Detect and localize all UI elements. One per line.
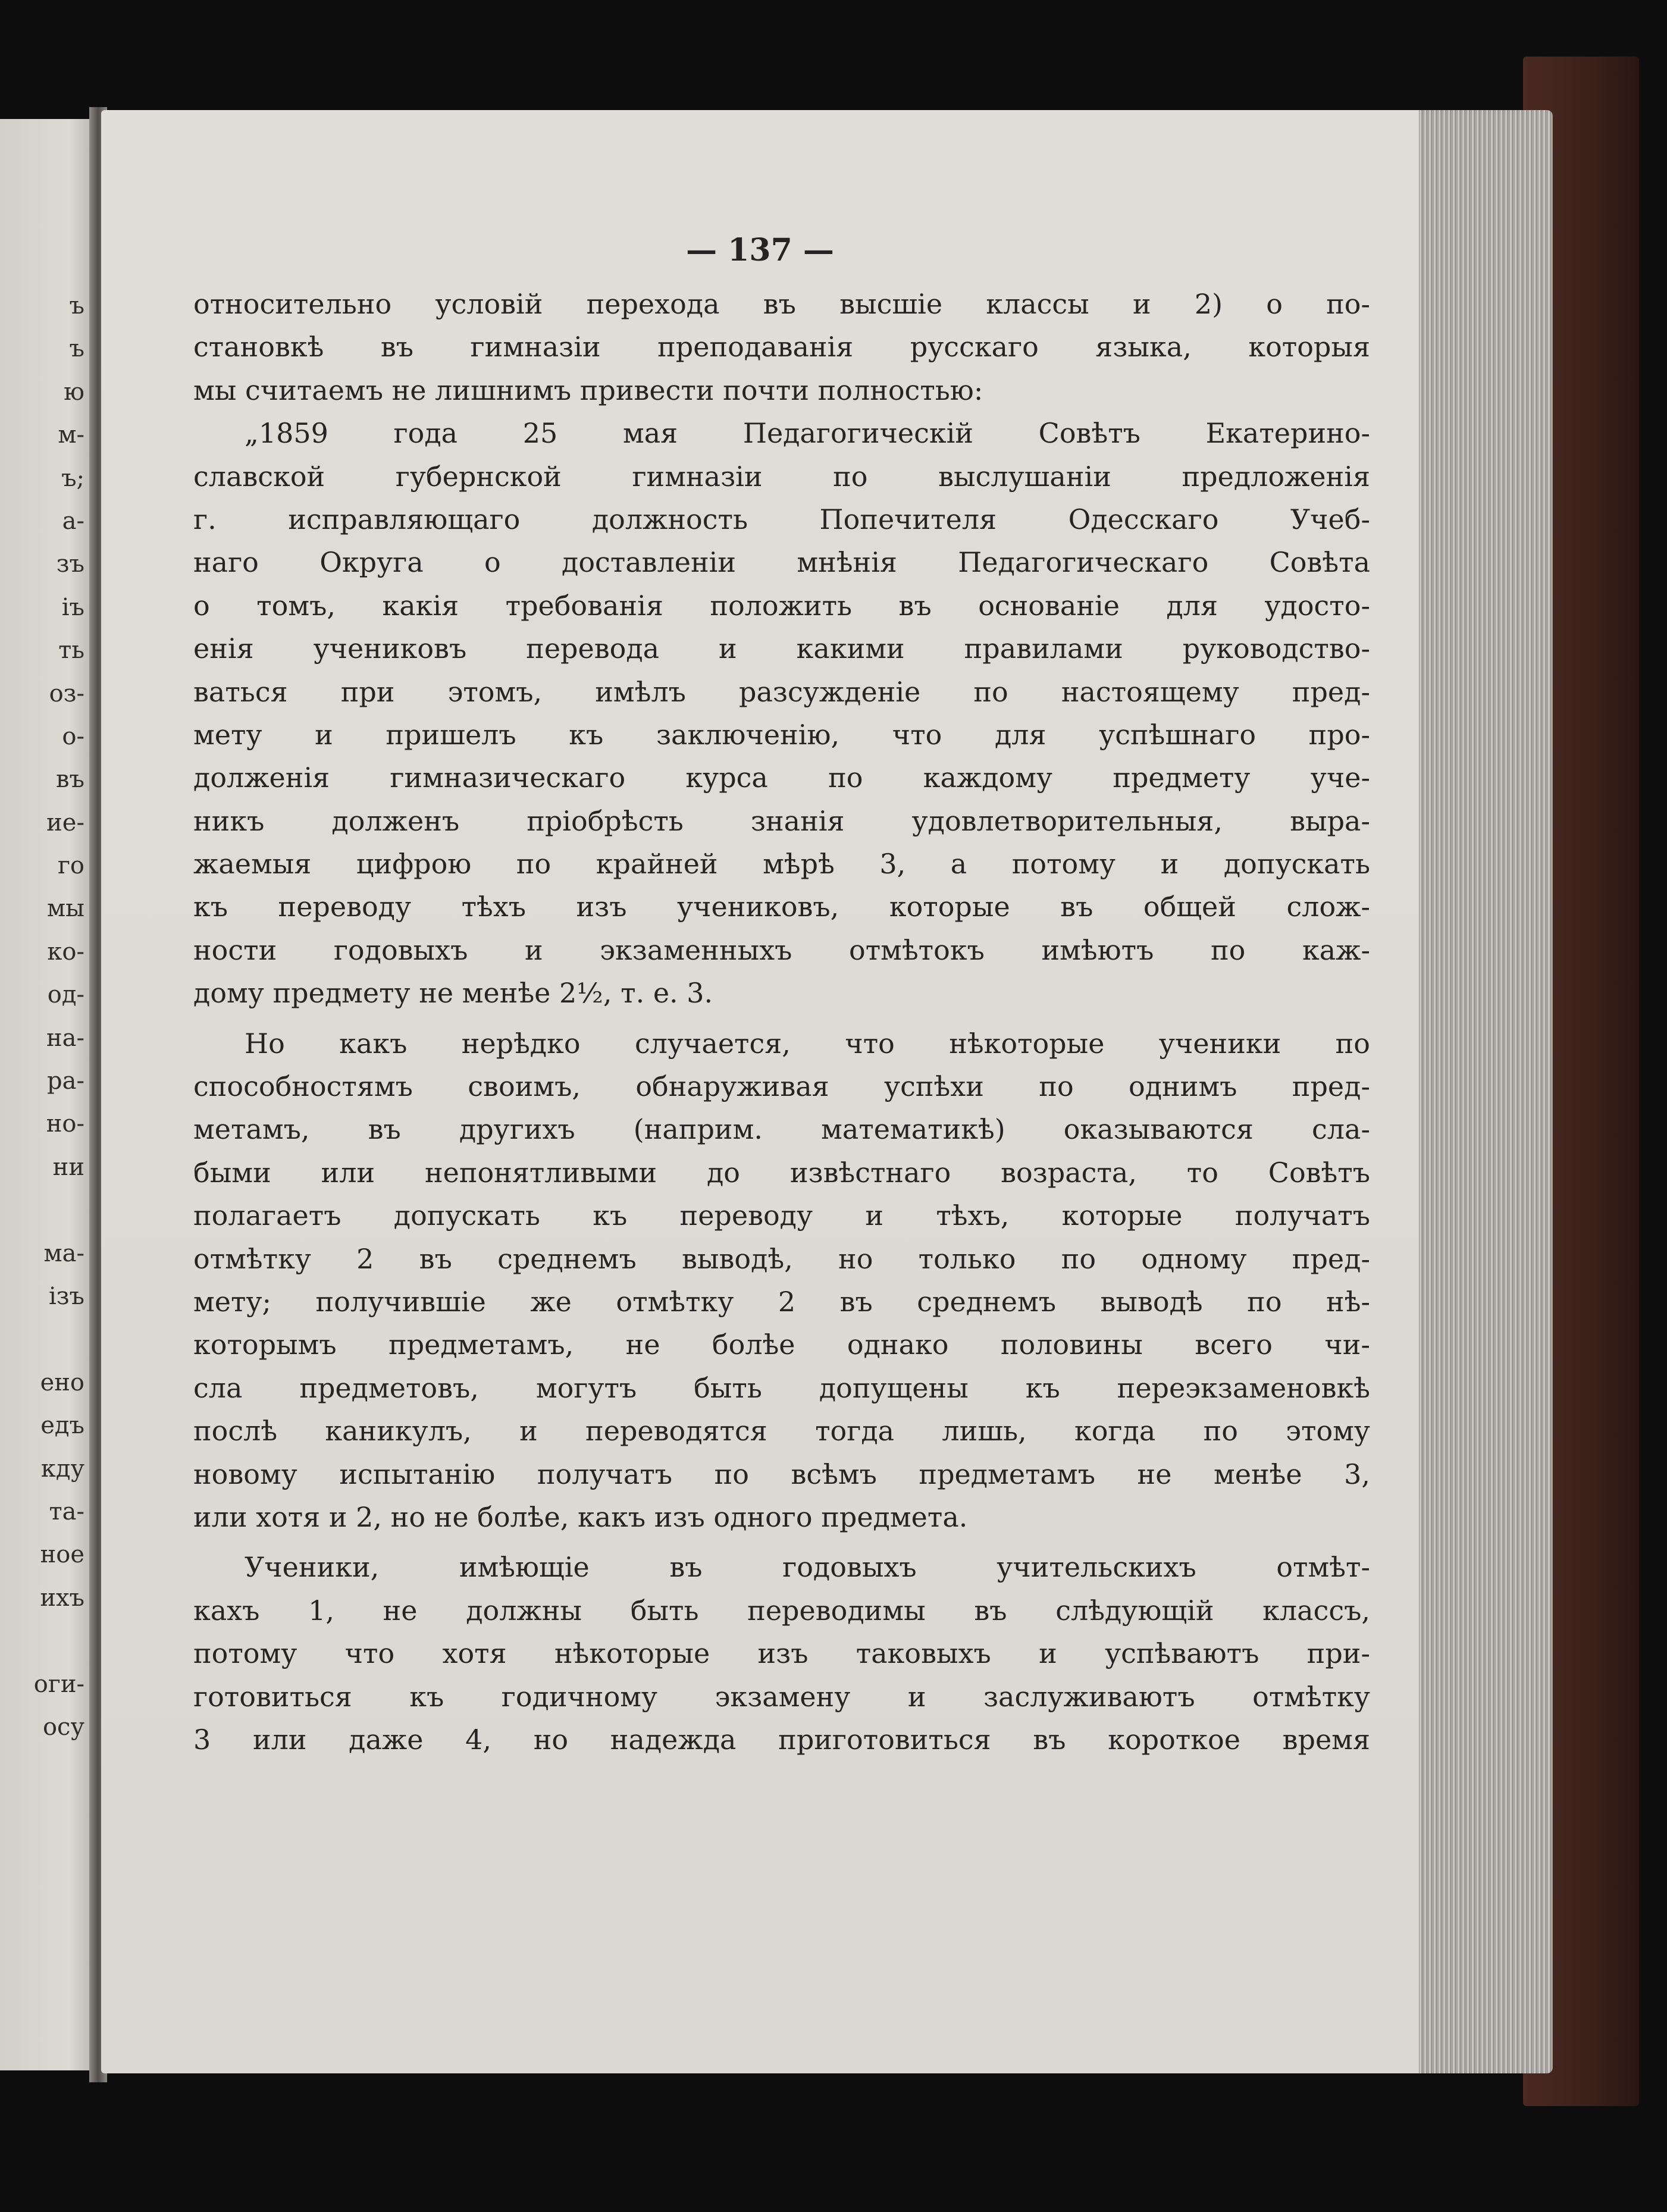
- left-fragment: ное: [40, 1541, 84, 1569]
- text-line: „1859 года 25 мая Педагогическій Совѣтъ Екатерино-: [245, 417, 1370, 450]
- left-fragment: на-: [46, 1024, 84, 1052]
- left-fragment: ни: [52, 1153, 84, 1181]
- text-line: къ переводу тѣхъ изъ учениковъ, которые въ общей слож-: [193, 891, 1370, 923]
- text-line: отмѣтку 2 въ среднемъ выводѣ, но только по одному пред-: [193, 1242, 1370, 1275]
- text-line: мету; получившіе же отмѣтку 2 въ среднемъ выводѣ по нѣ-: [193, 1285, 1370, 1318]
- page-number: — 137 —: [686, 232, 834, 268]
- left-fragment: ие-: [46, 809, 84, 836]
- text-line: относительно условій перехода въ высшіе классы и 2) о по-: [193, 288, 1370, 320]
- page-body-text: [193, 283, 1370, 1761]
- text-line: мету и пришелъ къ заключенію, что для успѣшнаго про-: [193, 718, 1370, 751]
- left-fragment: ъ: [69, 292, 84, 319]
- text-line: енія учениковъ перевода и какими правилами руководство-: [193, 632, 1370, 665]
- text-line: кахъ 1, не должны быть переводимы въ слѣдующій классъ,: [193, 1594, 1370, 1627]
- left-fragment: ізъ: [48, 1282, 84, 1310]
- text-line: способностямъ своимъ, обнаруживая успѣхи по однимъ пред-: [193, 1070, 1370, 1103]
- text-line: быми или непонятливыми до извѣстнаго возраста, то Совѣтъ: [193, 1156, 1370, 1189]
- text-line: ности годовыхъ и экзаменныхъ отмѣтокъ имѣютъ по каж-: [193, 933, 1370, 966]
- left-fragment: едъ: [40, 1412, 84, 1440]
- text-line: дому предмету не менѣе 2½, т. е. 3.: [193, 977, 713, 1010]
- text-line: мы считаемъ не лишнимъ привести почти полностью:: [193, 374, 983, 406]
- left-fragment: ма-: [43, 1239, 84, 1267]
- text-line: новому испытанію получатъ по всѣмъ предметамъ не менѣе 3,: [193, 1458, 1370, 1490]
- left-fragment: ихъ: [40, 1584, 84, 1612]
- left-fragment: [0, 1318, 84, 1361]
- left-fragment: въ: [56, 766, 84, 794]
- left-fragment: [0, 1619, 84, 1662]
- text-line: жаемыя цифрою по крайней мѣрѣ 3, а потому и допускать: [193, 848, 1370, 881]
- left-fragment: ено: [40, 1368, 84, 1396]
- left-fragment: та-: [49, 1497, 84, 1525]
- left-fragment: м-: [58, 421, 84, 449]
- left-fragment: іъ: [61, 593, 84, 621]
- text-line: готовиться къ годичному экзамену и заслуживаютъ отмѣтку: [193, 1680, 1370, 1713]
- left-fragment: кду: [40, 1455, 84, 1483]
- left-fragment: оз-: [49, 679, 84, 707]
- text-line: никъ долженъ пріобрѣсть знанія удовлетворительныя, выра-: [193, 804, 1370, 837]
- text-line: славской губернской гимназіи по выслушаніи предложенія: [193, 460, 1370, 493]
- text-line: потому что хотя нѣкоторые изъ таковыхъ и успѣваютъ при-: [193, 1637, 1370, 1670]
- text-line: наго Округа о доставленіи мнѣнія Педагогическаго Совѣта: [193, 546, 1370, 579]
- left-page-text-fragments: [0, 284, 89, 1749]
- left-fragment: од-: [47, 981, 84, 1009]
- page-edges: [1410, 110, 1553, 2073]
- text-line: послѣ каникулъ, и переводятся тогда лишь, когда по этому: [193, 1415, 1370, 1447]
- text-line: становкѣ въ гимназіи преподаванія русскаго языка, которыя: [193, 331, 1370, 364]
- text-line: ваться при этомъ, имѣлъ разсужденіе по настоящему пред-: [193, 675, 1370, 708]
- left-fragment: ъ;: [61, 464, 84, 492]
- text-line: Ученики, имѣющіе въ годовыхъ учительскихъ отмѣт-: [245, 1551, 1370, 1584]
- text-line: сла предметовъ, могутъ быть допущены къ переэкзаменовкѣ: [193, 1371, 1370, 1404]
- text-line: полагаетъ допускать къ переводу и тѣхъ, которые получатъ: [193, 1199, 1370, 1232]
- page-137: [101, 110, 1419, 2073]
- text-line: или хотя и 2, но не болѣе, какъ изъ одного предмета.: [193, 1500, 968, 1533]
- text-line: о томъ, какія требованія положить въ основаніе для удосто-: [193, 589, 1370, 622]
- text-line: которымъ предметамъ, не болѣе однако половины всего чи-: [193, 1329, 1370, 1361]
- left-fragment: го: [57, 852, 84, 880]
- left-fragment: оги-: [33, 1670, 84, 1698]
- left-fragment: а-: [62, 507, 84, 535]
- left-fragment: [0, 1189, 84, 1232]
- left-fragment: ю: [64, 378, 84, 406]
- text-line: Но какъ нерѣдко случается, что нѣкоторые ученики по: [245, 1027, 1370, 1060]
- left-fragment: ко-: [47, 938, 84, 966]
- left-fragment: мы: [47, 895, 84, 923]
- text-line: метамъ, въ другихъ (наприм. математикѣ) оказываются сла-: [193, 1113, 1370, 1146]
- left-fragment: зъ: [56, 550, 84, 578]
- left-fragment: ть: [58, 637, 84, 665]
- text-line: 3 или даже 4, но надежда приготовиться въ короткое время: [193, 1723, 1370, 1756]
- left-fragment: ъ: [69, 335, 84, 363]
- text-line: долженія гимназическаго курса по каждому предмету уче-: [193, 762, 1370, 794]
- text-line: г. исправляющаго должность Попечителя Одесскаго Учеб-: [193, 503, 1370, 535]
- left-fragment: о-: [62, 722, 84, 750]
- left-fragment: осу: [42, 1713, 84, 1741]
- left-fragment: ра-: [47, 1067, 84, 1095]
- left-fragment: но-: [46, 1110, 84, 1138]
